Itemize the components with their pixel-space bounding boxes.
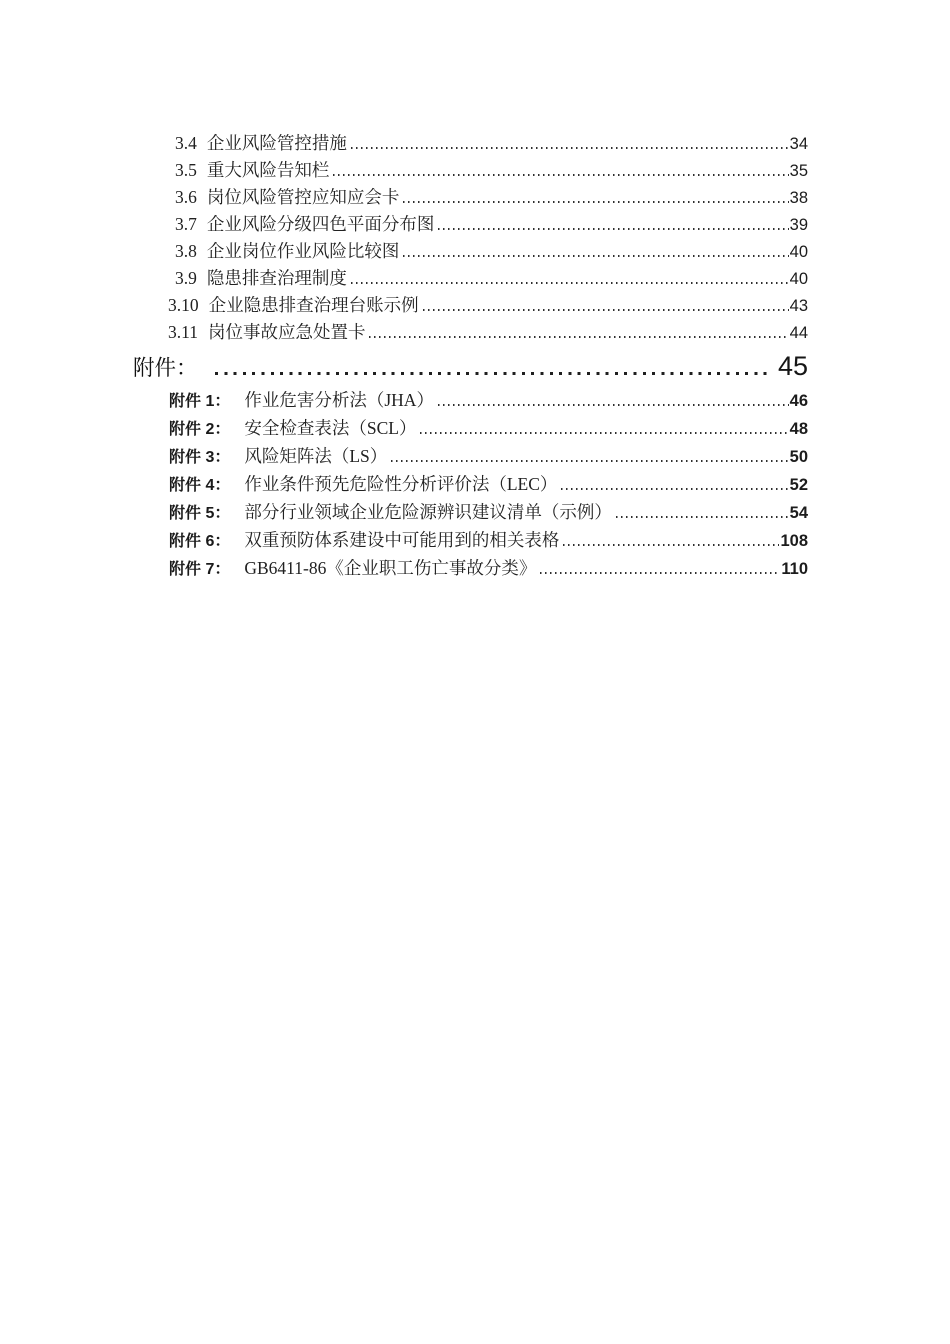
dot-leader (351, 145, 789, 149)
dot-leader (616, 514, 789, 518)
toc-entry-title: GB6411-86《企业职工伤亡事故分类》 (244, 558, 537, 578)
toc-entry-number: 3.4 (175, 133, 197, 153)
toc-entry[interactable] (169, 527, 808, 555)
dot-leader (403, 199, 788, 203)
toc-entry[interactable] (169, 499, 808, 527)
dot-leader (333, 172, 788, 176)
toc-entry-number: 3.9 (175, 268, 197, 288)
toc-entry-title: 岗位事故应急处置卡 (207, 322, 366, 342)
toc-entry[interactable] (168, 292, 808, 319)
toc-entry-title: 风险矩阵法（LS） (244, 446, 388, 466)
toc-entry-number: 3.10 (168, 295, 199, 315)
toc-entry-page-number: 108 (780, 532, 808, 550)
dot-leader (369, 334, 788, 338)
toc-entry-title: 企业风险管控措施 (206, 133, 347, 153)
dot-leader (420, 430, 788, 434)
toc-entry[interactable] (169, 555, 808, 583)
toc-entry-number: 3.5 (175, 160, 197, 180)
dot-leader (540, 570, 780, 574)
toc-entry[interactable] (175, 184, 808, 211)
appendix-heading-page-number: 45 (777, 351, 808, 381)
dot-leader (561, 486, 788, 490)
appendix-heading-label: 附件： (133, 356, 198, 380)
dot-leader (403, 253, 788, 257)
toc-entry-page-number: 43 (789, 297, 808, 315)
dot-leader (423, 307, 789, 311)
dot-leader (438, 402, 789, 406)
toc-entry-number: 3.6 (175, 187, 197, 207)
toc-entry-number: 附件 1： (169, 393, 231, 410)
toc-entry-number: 3.11 (168, 322, 198, 342)
toc-entry-title: 作业危害分析法（JHA） (244, 390, 434, 410)
toc-section3-list (133, 130, 808, 346)
toc-entry-page-number: 35 (789, 162, 808, 180)
toc-entry-title: 作业条件预先危险性分析评价法（LEC） (244, 474, 558, 494)
toc-entry-page-number: 48 (789, 420, 808, 438)
toc-entry-title: 双重预防体系建设中可能用到的相关表格 (244, 530, 560, 550)
toc-appendix-heading-row[interactable] (133, 350, 808, 384)
toc-entry-page-number: 39 (789, 216, 808, 234)
toc-entry[interactable] (169, 471, 808, 499)
dot-leader (215, 369, 773, 375)
toc-entry[interactable] (168, 319, 808, 346)
toc-entry-title: 岗位风险管控应知应会卡 (206, 187, 400, 207)
toc-entry[interactable] (169, 443, 808, 471)
toc-entry[interactable] (169, 415, 808, 443)
toc-entry-number: 附件 3： (169, 449, 231, 466)
dot-leader (351, 280, 789, 284)
toc-entry[interactable] (175, 265, 808, 292)
toc-entry-title: 企业隐患排查治理台账示例 (208, 295, 419, 315)
toc-entry-page-number: 40 (789, 270, 808, 288)
toc-appendix-list (133, 387, 808, 583)
toc-entry[interactable] (175, 157, 808, 184)
toc-entry-number: 附件 2： (169, 421, 231, 438)
toc-entry-number: 3.7 (175, 214, 197, 234)
dot-leader (563, 542, 779, 546)
toc-entry-title: 重大风险告知栏 (206, 160, 330, 180)
toc-entry-number: 附件 6： (169, 533, 231, 550)
toc-entry-title: 部分行业领域企业危险源辨识建议清单（示例） (244, 502, 612, 522)
toc-entry[interactable] (169, 387, 808, 415)
dot-leader (391, 458, 788, 462)
dot-leader (438, 226, 788, 230)
toc-entry-page-number: 46 (789, 392, 808, 410)
toc-entry-page-number: 40 (789, 243, 808, 261)
table-of-contents (133, 130, 808, 583)
toc-entry[interactable] (175, 238, 808, 265)
toc-entry-number: 附件 7： (169, 561, 231, 578)
toc-entry-number: 3.8 (175, 241, 197, 261)
toc-entry-page-number: 110 (781, 560, 808, 578)
toc-entry-page-number: 52 (789, 476, 808, 494)
toc-entry-page-number: 50 (789, 448, 808, 466)
toc-entry-page-number: 38 (789, 189, 808, 207)
toc-entry-page-number: 44 (789, 324, 808, 342)
toc-entry-number: 附件 4： (169, 477, 231, 494)
toc-entry-title: 企业风险分级四色平面分布图 (206, 214, 435, 234)
toc-entry-page-number: 34 (789, 135, 808, 153)
toc-entry-title: 企业岗位作业风险比较图 (206, 241, 400, 261)
toc-entry[interactable] (175, 211, 808, 238)
toc-entry-title: 安全检查表法（SCL） (244, 418, 417, 438)
toc-entry-page-number: 54 (789, 504, 808, 522)
toc-entry-number: 附件 5： (169, 505, 231, 522)
toc-entry[interactable] (175, 130, 808, 157)
toc-entry-title: 隐患排查治理制度 (206, 268, 347, 288)
